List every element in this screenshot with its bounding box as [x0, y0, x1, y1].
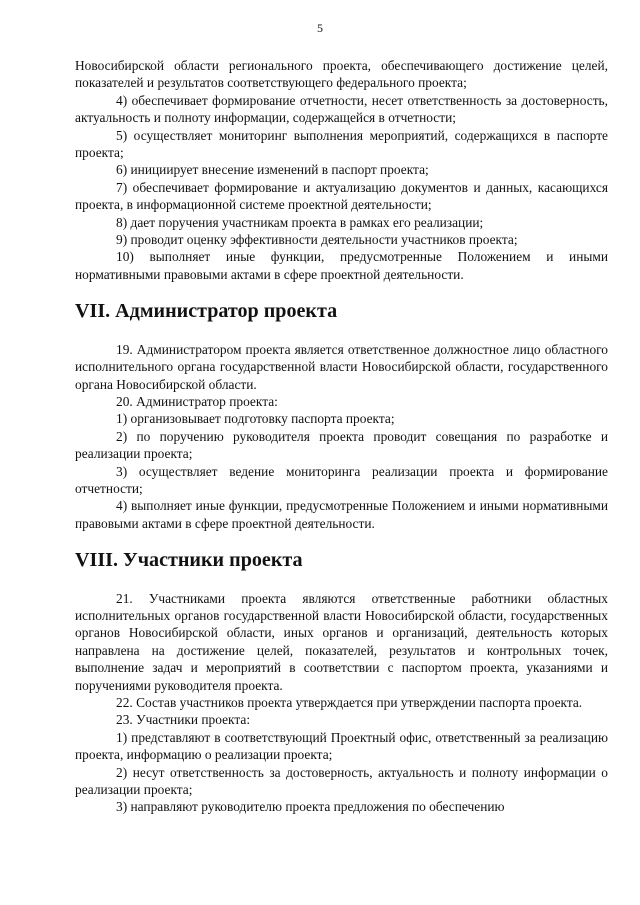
list-item: 3) направляют руководителю проекта предложения по обеспечению	[116, 799, 505, 815]
section-participants	[75, 590, 608, 816]
page-number: 5	[317, 21, 323, 35]
list-item: 4) выполняет иные функции, предусмотренные Положением и иными нормативными правовыми актами в сфере проектной деятельности.	[75, 498, 608, 531]
clause-paragraph: 22. Состав участников проекта утверждается при утверждении паспорта проекта.	[116, 695, 583, 710]
section-previous-continuation	[75, 57, 608, 283]
clause-paragraph: 23. Участники проекта:	[116, 712, 251, 728]
list-item: 1) представляют в соответствующий Проектный офис, ответственный за реализацию проекта, информацию о реализации проекта;	[75, 729, 608, 763]
list-item: 9) проводит оценку эффективности деятельности участников проекта;	[116, 232, 518, 248]
list-item: 1) организовывает подготовку паспорта проекта;	[116, 411, 395, 427]
page-content	[75, 57, 608, 816]
list-item: 3) осуществляет ведение мониторинга реализации проекта и формирование отчетности;	[75, 463, 608, 496]
spacer	[75, 321, 608, 341]
section-administrator	[75, 341, 608, 532]
spacer	[75, 570, 608, 590]
clause-paragraph: 21. Участниками проекта являются ответственные работники областных исполнительных органов государственной власти Новосибирской области, государственных органов Новосибирской области, иных органов и организаций, деятельность которых направлена на достижение целей, показателей, результатов и контрольных точек, выполнение задач и мероприятий в соответствии с паспортом проекта, указаниями и поручениями руководителя проекта.	[75, 590, 608, 693]
clause-paragraph: 19. Администратором проекта является ответственное должностное лицо областного исполнительного органа государственной власти Новосибирской области, государственного органа Новосибирской области.	[75, 341, 608, 392]
section-heading-participants: VIII. Участники проекта	[75, 549, 303, 572]
list-item: 5) осуществляет мониторинг выполнения мероприятий, содержащихся в паспорте проекта;	[75, 127, 608, 161]
list-item: 2) несут ответственность за достоверность, актуальность и полноту информации о реализации проекта;	[75, 764, 608, 798]
list-item: 10) выполняет иные функции, предусмотренные Положением и иными нормативными правовыми актами в сфере проектной деятельности.	[75, 249, 608, 282]
list-item: 2) по поручению руководителя проекта проводит совещания по разработке и реализации проекта;	[75, 428, 608, 462]
clause-paragraph: 20. Администратор проекта:	[116, 393, 278, 409]
list-item: 4) обеспечивает формирование отчетности, несет ответственность за достоверность, актуальность и полноту информации, содержащейся в отчетности;	[75, 92, 608, 126]
paragraph-continuation: Новосибирской области регионального проекта, обеспечивающего достижение целей, показателей и результатов соответствующего федерального проекта;	[75, 58, 608, 91]
section-heading-administrator: VII. Администратор проекта	[75, 300, 338, 323]
list-item: 8) дает поручения участникам проекта в рамках его реализации;	[116, 214, 484, 230]
list-item: 7) обеспечивает формирование и актуализацию документов и данных, касающихся проекта, в информационной системе проектной деятельности;	[75, 179, 608, 213]
list-item: 6) инициирует внесение изменений в паспорт проекта;	[116, 162, 429, 178]
